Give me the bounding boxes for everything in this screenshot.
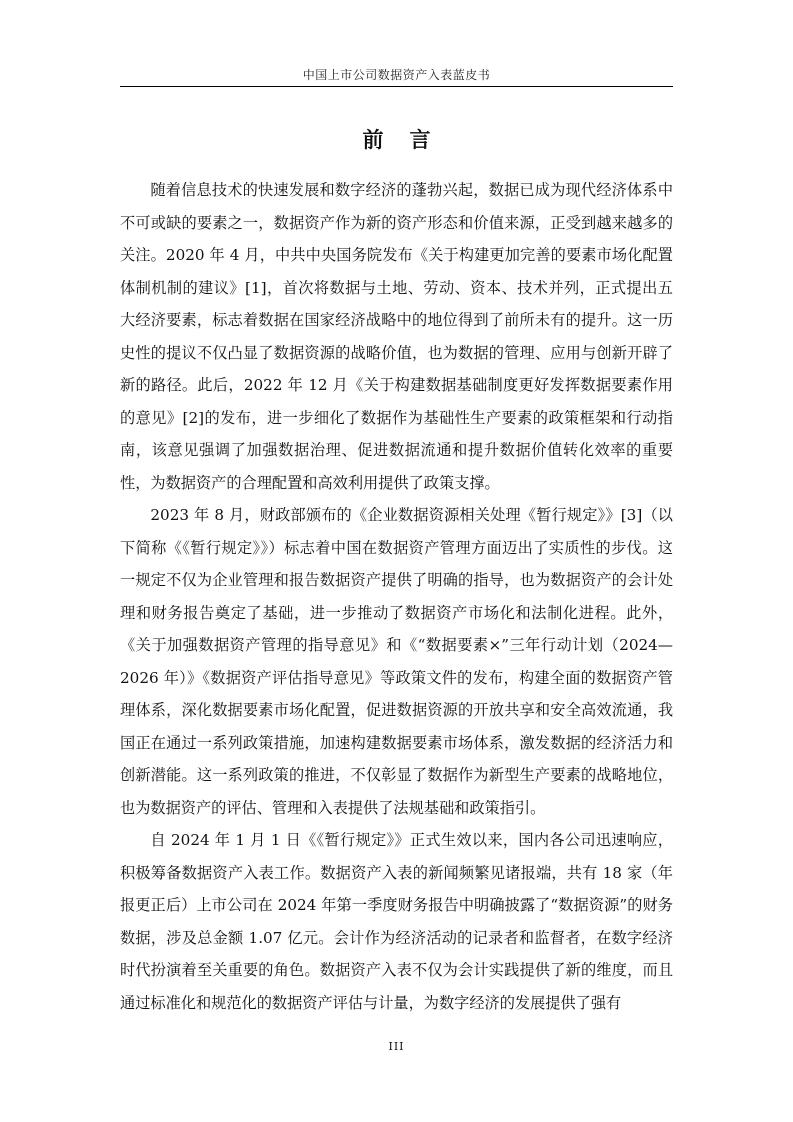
page-title: 前言 [362, 127, 457, 152]
running-header: 中国上市公司数据资产入表蓝皮书 [302, 68, 491, 82]
header-divider [120, 86, 673, 87]
paragraph-3: 自 2024 年 1 月 1 日《《暂行规定》》正式生效以来，国内各公司迅速响应，积极筹备数据资产入表工作。数据资产入表的新闻频繁见诸报端，共有 18 家（年报更正后）上市公司在 2024 年第一季度财务报告中明确披露了“数据资源”的财务数据，涉及总金额 1.07 亿元。会计作为经济活动的记录者和监督者，在数字经济时代扮演着至关重要的角色。数据资产入表不仅为会计实践提供了新的维度，而且通过标准化和规范化的数据资产评估与计量，为数字经济的发展提供了强有 [120, 831, 673, 1012]
paragraph-2: 2023 年 8 月，财政部颁布的《企业数据资源相关处理《暂行规定》》[3]（以下简称《《暂行规定》》）标志着中国在数据资产管理方面迈出了实质性的步伐。这一规定不仅为企业管理和报告数据资产提供了明确的指导，也为数据资产的会计处理和财务报告奠定了基础，进一步推动了数据资产市场化和法制化进程。此外，《关于加强数据资产管理的指导意见》和《“数据要素×”三年行动计划（2024—2026 年）》《数据资产评估指导意见》等政策文件的发布，构建全面的数据资产管理体系，深化数据要素市场化配置，促进数据资源的开放共享和安全高效流通，我国正在通过一系列政策措施，加速构建数据要素市场体系，激发数据的经济活力和创新潜能。这一系列政策的推进，不仅彰显了数据作为新型生产要素的战略地位，也为数据资产的评估、管理和入表提供了法规基础和政策指引。 [120, 506, 673, 817]
preface-body [120, 174, 673, 1019]
paragraph-1: 随着信息技术的快速发展和数字经济的蓬勃兴起，数据已成为现代经济体系中不可或缺的要素之一，数据资产作为新的资产形态和价值来源，正受到越来越多的关注。2020 年 4 月，中共中央国务院发布《关于构建更加完善的要素市场化配置体制机制的建议》[1]，首次将数据与土地、劳动、资本、技术并列，正式提出五大经济要素，标志着数据在国家经济战略中的地位得到了前所未有的提升。这一历史性的提议不仅凸显了数据资源的战略价值，也为数据的管理、应用与创新开辟了新的路径。此后，2022 年 12 月《关于构建数据基础制度更好发挥数据要素作用的意见》[2]的发布，进一步细化了数据作为基础性生产要素的政策框架和行动指南，该意见强调了加强数据治理、促进数据流通和提升数据价值转化效率的重要性，为数据资产的合理配置和高效利用提供了政策支撑。 [120, 181, 673, 492]
page-number: III [388, 1040, 405, 1053]
